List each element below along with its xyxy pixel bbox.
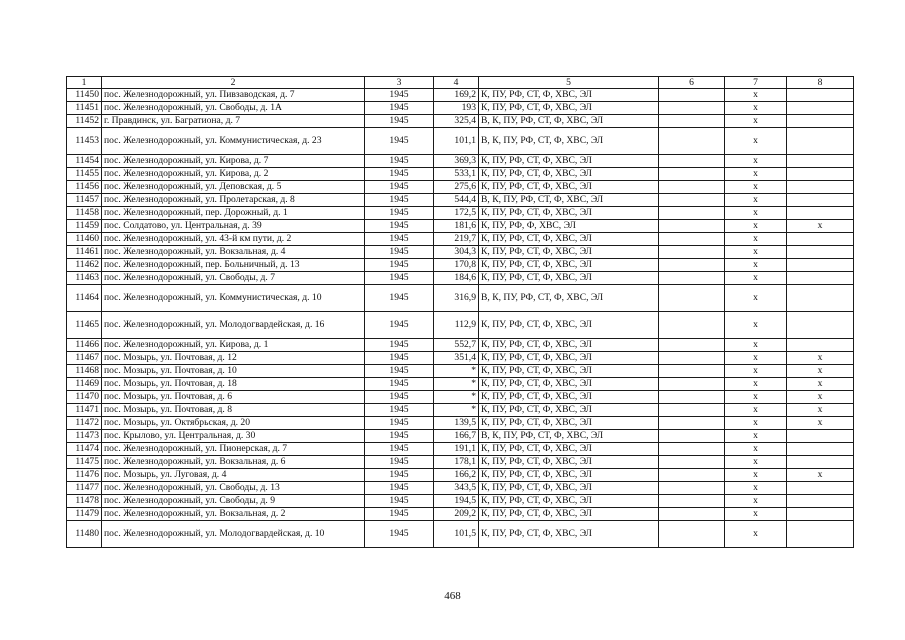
utilities-cell: К, ПУ, РФ, СТ, Ф, ХВС, ЭЛ (479, 521, 659, 548)
column-8-mark: х (787, 404, 854, 417)
address-cell: пос. Железнодорожный, пер. Больничный, д. 13 (102, 259, 365, 272)
year-cell: 1945 (365, 482, 434, 495)
year-cell: 1945 (365, 155, 434, 168)
year-cell: 1945 (365, 378, 434, 391)
address-cell: пос. Железнодорожный, ул. Вокзальная, д. 2 (102, 508, 365, 521)
column-6-cell (659, 155, 725, 168)
column-7-mark: х (725, 233, 787, 246)
year-cell: 1945 (365, 352, 434, 365)
area-cell: 169,2 (434, 89, 479, 102)
column-7-mark: х (725, 194, 787, 207)
address-cell: пос. Железнодорожный, ул. Коммунистическая, д. 23 (102, 128, 365, 155)
area-cell: 101,5 (434, 521, 479, 548)
year-cell: 1945 (365, 259, 434, 272)
column-8-mark: х (787, 220, 854, 233)
utilities-cell: К, ПУ, РФ, СТ, Ф, ХВС, ЭЛ (479, 259, 659, 272)
column-7-mark: х (725, 128, 787, 155)
utilities-cell: К, ПУ, РФ, СТ, Ф, ХВС, ЭЛ (479, 102, 659, 115)
table-row (67, 352, 854, 365)
area-cell: 112,9 (434, 312, 479, 339)
header-row (67, 77, 854, 89)
column-6-cell (659, 233, 725, 246)
address-cell: пос. Железнодорожный, ул. Кирова, д. 2 (102, 168, 365, 181)
table-row (67, 194, 854, 207)
address-cell: пос. Мозырь, ул. Октябрьская, д. 20 (102, 417, 365, 430)
row-number: 11465 (67, 312, 102, 339)
housing-table (66, 76, 854, 548)
column-8-mark: х (787, 469, 854, 482)
year-cell: 1945 (365, 246, 434, 259)
table-body (67, 89, 854, 548)
address-cell: пос. Железнодорожный, ул. Пивзаводская, д. 7 (102, 89, 365, 102)
table-row (67, 246, 854, 259)
row-number: 11453 (67, 128, 102, 155)
address-cell: пос. Железнодорожный, ул. Свободы, д. 13 (102, 482, 365, 495)
column-header-5: 5 (479, 77, 659, 89)
address-cell: пос. Железнодорожный, ул. Пионерская, д. 7 (102, 443, 365, 456)
area-cell: 101,1 (434, 128, 479, 155)
year-cell: 1945 (365, 128, 434, 155)
column-8-mark: х (787, 378, 854, 391)
year-cell: 1945 (365, 194, 434, 207)
table-row (67, 102, 854, 115)
column-6-cell (659, 352, 725, 365)
column-7-mark: х (725, 181, 787, 194)
column-6-cell (659, 181, 725, 194)
year-cell: 1945 (365, 469, 434, 482)
address-cell: пос. Крылово, ул. Центральная, д. 30 (102, 430, 365, 443)
table-row (67, 155, 854, 168)
column-6-cell (659, 469, 725, 482)
row-number: 11472 (67, 417, 102, 430)
year-cell: 1945 (365, 495, 434, 508)
year-cell: 1945 (365, 365, 434, 378)
address-cell: пос. Железнодорожный, ул. 43-й км пути, д. 2 (102, 233, 365, 246)
year-cell: 1945 (365, 168, 434, 181)
utilities-cell: В, К, ПУ, РФ, СТ, Ф, ХВС, ЭЛ (479, 285, 659, 312)
address-cell: пос. Железнодорожный, ул. Молодогвардейская, д. 10 (102, 521, 365, 548)
row-number: 11475 (67, 456, 102, 469)
table-row (67, 378, 854, 391)
area-cell: 139,5 (434, 417, 479, 430)
row-number: 11474 (67, 443, 102, 456)
table-row (67, 272, 854, 285)
column-header-3: 3 (365, 77, 434, 89)
utilities-cell: К, ПУ, РФ, СТ, Ф, ХВС, ЭЛ (479, 417, 659, 430)
column-6-cell (659, 456, 725, 469)
column-6-cell (659, 259, 725, 272)
area-cell: 209,2 (434, 508, 479, 521)
address-cell: г. Правдинск, ул. Багратиона, д. 7 (102, 115, 365, 128)
column-6-cell (659, 220, 725, 233)
year-cell: 1945 (365, 430, 434, 443)
column-6-cell (659, 365, 725, 378)
address-cell: пос. Железнодорожный, ул. Молодогвардейская, д. 16 (102, 312, 365, 339)
table-row (67, 89, 854, 102)
row-number: 11457 (67, 194, 102, 207)
table-row (67, 417, 854, 430)
area-cell: 343,5 (434, 482, 479, 495)
area-cell: 194,5 (434, 495, 479, 508)
row-number: 11468 (67, 365, 102, 378)
year-cell: 1945 (365, 285, 434, 312)
column-8-mark (787, 259, 854, 272)
row-number: 11467 (67, 352, 102, 365)
column-7-mark: х (725, 168, 787, 181)
column-7-mark: х (725, 352, 787, 365)
area-cell: 219,7 (434, 233, 479, 246)
utilities-cell: В, К, ПУ, РФ, СТ, Ф, ХВС, ЭЛ (479, 115, 659, 128)
column-8-mark (787, 443, 854, 456)
year-cell: 1945 (365, 417, 434, 430)
column-8-mark (787, 482, 854, 495)
column-8-mark (787, 508, 854, 521)
table-row (67, 404, 854, 417)
row-number: 11471 (67, 404, 102, 417)
utilities-cell: В, К, ПУ, РФ, СТ, Ф, ХВС, ЭЛ (479, 128, 659, 155)
column-8-mark (787, 246, 854, 259)
column-header-7: 7 (725, 77, 787, 89)
row-number: 11452 (67, 115, 102, 128)
year-cell: 1945 (365, 207, 434, 220)
address-cell: пос. Железнодорожный, ул. Свободы, д. 7 (102, 272, 365, 285)
column-8-mark (787, 102, 854, 115)
column-6-cell (659, 404, 725, 417)
row-number: 11454 (67, 155, 102, 168)
column-6-cell (659, 482, 725, 495)
column-7-mark: х (725, 220, 787, 233)
row-number: 11469 (67, 378, 102, 391)
area-cell: 533,1 (434, 168, 479, 181)
table-row (67, 207, 854, 220)
column-7-mark: х (725, 378, 787, 391)
column-8-mark (787, 194, 854, 207)
address-cell: пос. Железнодорожный, ул. Кирова, д. 1 (102, 339, 365, 352)
column-6-cell (659, 207, 725, 220)
year-cell: 1945 (365, 508, 434, 521)
row-number: 11476 (67, 469, 102, 482)
address-cell: пос. Железнодорожный, ул. Кирова, д. 7 (102, 155, 365, 168)
area-cell: 166,2 (434, 469, 479, 482)
table-row (67, 168, 854, 181)
table-row (67, 220, 854, 233)
table-row (67, 115, 854, 128)
column-6-cell (659, 194, 725, 207)
column-header-1: 1 (67, 77, 102, 89)
row-number: 11450 (67, 89, 102, 102)
area-cell: 170,8 (434, 259, 479, 272)
column-7-mark: х (725, 469, 787, 482)
column-6-cell (659, 391, 725, 404)
table-row (67, 482, 854, 495)
column-8-mark (787, 430, 854, 443)
column-8-mark (787, 233, 854, 246)
row-number: 11478 (67, 495, 102, 508)
column-7-mark: х (725, 285, 787, 312)
utilities-cell: К, ПУ, РФ, СТ, Ф, ХВС, ЭЛ (479, 508, 659, 521)
column-7-mark: х (725, 443, 787, 456)
address-cell: пос. Мозырь, ул. Почтовая, д. 12 (102, 352, 365, 365)
area-cell: 181,6 (434, 220, 479, 233)
column-8-mark (787, 89, 854, 102)
column-8-mark (787, 312, 854, 339)
table-row (67, 233, 854, 246)
row-number: 11463 (67, 272, 102, 285)
utilities-cell: К, ПУ, РФ, СТ, Ф, ХВС, ЭЛ (479, 378, 659, 391)
column-header-6: 6 (659, 77, 725, 89)
address-cell: пос. Мозырь, ул. Почтовая, д. 6 (102, 391, 365, 404)
column-7-mark: х (725, 417, 787, 430)
year-cell: 1945 (365, 220, 434, 233)
address-cell: пос. Железнодорожный, ул. Пролетарская, д. 8 (102, 194, 365, 207)
column-8-mark (787, 495, 854, 508)
column-header-4: 4 (434, 77, 479, 89)
column-7-mark: х (725, 508, 787, 521)
utilities-cell: К, ПУ, РФ, СТ, Ф, ХВС, ЭЛ (479, 456, 659, 469)
column-7-mark: х (725, 89, 787, 102)
utilities-cell: К, ПУ, РФ, Ф, ХВС, ЭЛ (479, 220, 659, 233)
column-7-mark: х (725, 207, 787, 220)
table-header (67, 77, 854, 89)
table-row (67, 312, 854, 339)
row-number: 11479 (67, 508, 102, 521)
column-7-mark: х (725, 404, 787, 417)
year-cell: 1945 (365, 312, 434, 339)
address-cell: пос. Железнодорожный, ул. Свободы, д. 9 (102, 495, 365, 508)
table-row (67, 521, 854, 548)
address-cell: пос. Мозырь, ул. Почтовая, д. 10 (102, 365, 365, 378)
column-6-cell (659, 285, 725, 312)
column-8-mark (787, 521, 854, 548)
address-cell: пос. Железнодорожный, ул. Коммунистическая, д. 10 (102, 285, 365, 312)
year-cell: 1945 (365, 443, 434, 456)
utilities-cell: К, ПУ, РФ, СТ, Ф, ХВС, ЭЛ (479, 339, 659, 352)
column-header-2: 2 (102, 77, 365, 89)
year-cell: 1945 (365, 89, 434, 102)
utilities-cell: К, ПУ, РФ, СТ, Ф, ХВС, ЭЛ (479, 233, 659, 246)
row-number: 11480 (67, 521, 102, 548)
year-cell: 1945 (365, 272, 434, 285)
address-cell: пос. Железнодорожный, ул. Деповская, д. 5 (102, 181, 365, 194)
column-6-cell (659, 508, 725, 521)
table-row (67, 469, 854, 482)
utilities-cell: К, ПУ, РФ, СТ, Ф, ХВС, ЭЛ (479, 482, 659, 495)
area-cell: 369,3 (434, 155, 479, 168)
table-row (67, 508, 854, 521)
area-cell: 178,1 (434, 456, 479, 469)
row-number: 11460 (67, 233, 102, 246)
column-6-cell (659, 443, 725, 456)
utilities-cell: К, ПУ, РФ, СТ, Ф, ХВС, ЭЛ (479, 89, 659, 102)
utilities-cell: К, ПУ, РФ, СТ, Ф, ХВС, ЭЛ (479, 365, 659, 378)
utilities-cell: К, ПУ, РФ, СТ, Ф, ХВС, ЭЛ (479, 352, 659, 365)
column-7-mark: х (725, 246, 787, 259)
area-cell: 544,4 (434, 194, 479, 207)
year-cell: 1945 (365, 404, 434, 417)
area-cell: * (434, 365, 479, 378)
row-number: 11455 (67, 168, 102, 181)
column-8-mark (787, 168, 854, 181)
column-8-mark: х (787, 391, 854, 404)
column-6-cell (659, 115, 725, 128)
area-cell: 325,4 (434, 115, 479, 128)
area-cell: * (434, 404, 479, 417)
row-number: 11462 (67, 259, 102, 272)
row-number: 11451 (67, 102, 102, 115)
column-8-mark (787, 207, 854, 220)
area-cell: * (434, 378, 479, 391)
column-7-mark: х (725, 102, 787, 115)
table-row (67, 339, 854, 352)
year-cell: 1945 (365, 102, 434, 115)
column-8-mark (787, 285, 854, 312)
address-cell: пос. Железнодорожный, ул. Вокзальная, д. 6 (102, 456, 365, 469)
page-number: 468 (444, 590, 461, 602)
utilities-cell: К, ПУ, РФ, СТ, Ф, ХВС, ЭЛ (479, 155, 659, 168)
address-cell: пос. Железнодорожный, пер. Дорожный, д. 1 (102, 207, 365, 220)
utilities-cell: В, К, ПУ, РФ, СТ, Ф, ХВС, ЭЛ (479, 430, 659, 443)
column-6-cell (659, 495, 725, 508)
table-row (67, 456, 854, 469)
year-cell: 1945 (365, 456, 434, 469)
area-cell: 316,9 (434, 285, 479, 312)
table-row (67, 430, 854, 443)
column-7-mark: х (725, 365, 787, 378)
column-7-mark: х (725, 259, 787, 272)
area-cell: 184,6 (434, 272, 479, 285)
utilities-cell: К, ПУ, РФ, СТ, Ф, ХВС, ЭЛ (479, 391, 659, 404)
address-cell: пос. Мозырь, ул. Почтовая, д. 8 (102, 404, 365, 417)
column-7-mark: х (725, 339, 787, 352)
area-cell: * (434, 391, 479, 404)
column-8-mark (787, 181, 854, 194)
utilities-cell: К, ПУ, РФ, СТ, Ф, ХВС, ЭЛ (479, 469, 659, 482)
column-6-cell (659, 521, 725, 548)
area-cell: 304,3 (434, 246, 479, 259)
column-6-cell (659, 312, 725, 339)
column-8-mark (787, 456, 854, 469)
address-cell: пос. Железнодорожный, ул. Свободы, д. 1А (102, 102, 365, 115)
row-number: 11477 (67, 482, 102, 495)
row-number: 11459 (67, 220, 102, 233)
address-cell: пос. Мозырь, ул. Луговая, д. 4 (102, 469, 365, 482)
column-7-mark: х (725, 312, 787, 339)
column-6-cell (659, 102, 725, 115)
year-cell: 1945 (365, 391, 434, 404)
column-6-cell (659, 272, 725, 285)
column-8-mark (787, 115, 854, 128)
table-row (67, 181, 854, 194)
column-6-cell (659, 89, 725, 102)
column-7-mark: х (725, 456, 787, 469)
column-7-mark: х (725, 272, 787, 285)
column-8-mark: х (787, 417, 854, 430)
column-8-mark (787, 339, 854, 352)
column-7-mark: х (725, 521, 787, 548)
address-cell: пос. Мозырь, ул. Почтовая, д. 18 (102, 378, 365, 391)
column-7-mark: х (725, 155, 787, 168)
area-cell: 351,4 (434, 352, 479, 365)
utilities-cell: К, ПУ, РФ, СТ, Ф, ХВС, ЭЛ (479, 181, 659, 194)
column-8-mark (787, 155, 854, 168)
year-cell: 1945 (365, 181, 434, 194)
table-row (67, 128, 854, 155)
utilities-cell: К, ПУ, РФ, СТ, Ф, ХВС, ЭЛ (479, 312, 659, 339)
column-8-mark: х (787, 365, 854, 378)
table-row (67, 443, 854, 456)
address-cell: пос. Солдатово, ул. Центральная, д. 39 (102, 220, 365, 233)
row-number: 11473 (67, 430, 102, 443)
address-cell: пос. Железнодорожный, ул. Вокзальная, д. 4 (102, 246, 365, 259)
area-cell: 275,6 (434, 181, 479, 194)
area-cell: 166,7 (434, 430, 479, 443)
column-7-mark: х (725, 482, 787, 495)
area-cell: 191,1 (434, 443, 479, 456)
area-cell: 172,5 (434, 207, 479, 220)
utilities-cell: К, ПУ, РФ, СТ, Ф, ХВС, ЭЛ (479, 207, 659, 220)
column-6-cell (659, 128, 725, 155)
column-6-cell (659, 378, 725, 391)
table-row (67, 365, 854, 378)
utilities-cell: К, ПУ, РФ, СТ, Ф, ХВС, ЭЛ (479, 443, 659, 456)
row-number: 11461 (67, 246, 102, 259)
utilities-cell: К, ПУ, РФ, СТ, Ф, ХВС, ЭЛ (479, 495, 659, 508)
column-6-cell (659, 168, 725, 181)
area-cell: 193 (434, 102, 479, 115)
utilities-cell: К, ПУ, РФ, СТ, Ф, ХВС, ЭЛ (479, 168, 659, 181)
year-cell: 1945 (365, 115, 434, 128)
row-number: 11470 (67, 391, 102, 404)
column-7-mark: х (725, 391, 787, 404)
year-cell: 1945 (365, 339, 434, 352)
table-row (67, 259, 854, 272)
utilities-cell: К, ПУ, РФ, СТ, Ф, ХВС, ЭЛ (479, 404, 659, 417)
row-number: 11464 (67, 285, 102, 312)
column-8-mark (787, 128, 854, 155)
row-number: 11466 (67, 339, 102, 352)
year-cell: 1945 (365, 233, 434, 246)
column-6-cell (659, 246, 725, 259)
column-6-cell (659, 339, 725, 352)
column-7-mark: х (725, 430, 787, 443)
table-row (67, 495, 854, 508)
column-8-mark (787, 272, 854, 285)
column-6-cell (659, 417, 725, 430)
row-number: 11456 (67, 181, 102, 194)
column-7-mark: х (725, 115, 787, 128)
table-row (67, 285, 854, 312)
row-number: 11458 (67, 207, 102, 220)
column-7-mark: х (725, 495, 787, 508)
year-cell: 1945 (365, 521, 434, 548)
utilities-cell: К, ПУ, РФ, СТ, Ф, ХВС, ЭЛ (479, 272, 659, 285)
area-cell: 552,7 (434, 339, 479, 352)
column-header-8: 8 (787, 77, 854, 89)
column-6-cell (659, 430, 725, 443)
utilities-cell: К, ПУ, РФ, СТ, Ф, ХВС, ЭЛ (479, 246, 659, 259)
column-8-mark: х (787, 352, 854, 365)
utilities-cell: В, К, ПУ, РФ, СТ, Ф, ХВС, ЭЛ (479, 194, 659, 207)
table-row (67, 391, 854, 404)
